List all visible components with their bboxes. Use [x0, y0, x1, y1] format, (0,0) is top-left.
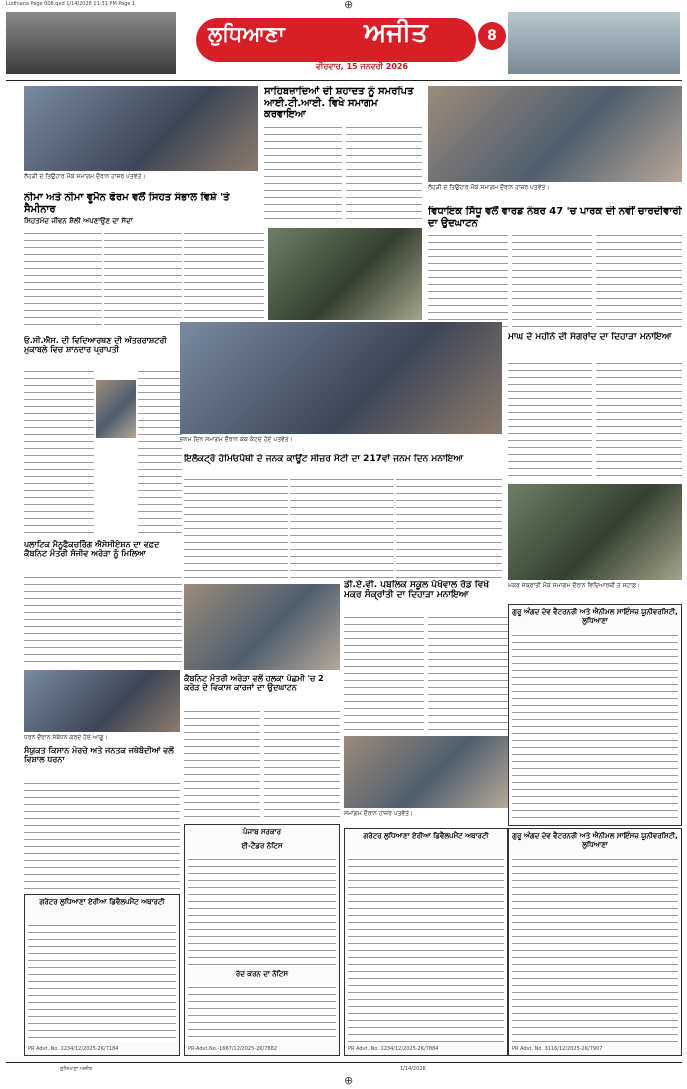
masthead-left-image — [6, 12, 176, 74]
ad-university-bottom-title: ਗੁਰੂ ਅੰਗਦ ਦੇਵ ਵੈਟਰਨਰੀ ਅਤੇ ਐਨੀਮਲ ਸਾਇੰਸਜ਼ ਯੂਨੀਵਰਸਿਟੀ, ਲੁਧਿਆਣਾ — [512, 832, 678, 849]
footer-rule — [6, 1062, 682, 1063]
ad-glada-right-title: ਗਰੇਟਰ ਲੁਧਿਆਣਾ ਏਰੀਆ ਡਿਵੈਲਪਮੈਂਟ ਅਥਾਰਟੀ — [363, 832, 489, 840]
ad-university-top-text — [512, 632, 678, 820]
headline-seminar: ਨੀਮਾ ਅਤੇ ਨੀਮਾ ਵੂਮੈਨ ਫੋਰਮ ਵਲੋਂ ਸਿਹਤ ਸੰਭਾਲ ਵਿਸ਼ੇ 'ਤੇ ਸੈਮੀਨਾਰ — [24, 192, 230, 215]
ad-university-bottom-text — [512, 856, 678, 1042]
text-dharna — [24, 780, 180, 890]
footer-right: 1/14/2026 — [400, 1066, 426, 1072]
page-number: 8 — [478, 22, 506, 50]
photo-top-left — [24, 86, 258, 171]
text-birthday-col3 — [396, 476, 502, 580]
caption-dharna: ਧਰਨੇ ਦੌਰਾਨ ਸੰਬੋਧਨ ਕਰਦੇ ਹੋਏ ਆਗੂ। — [24, 734, 108, 741]
ad-glada-right-ref: PR Advt. No. 1234/12/2025-2K/7884 — [348, 1046, 439, 1052]
photo-student — [96, 380, 136, 438]
ad-cancel-notice: ਰੱਦ ਕਰਨ ਦਾ ਨੋਟਿਸ — [235, 970, 289, 978]
footer-left: ਲੁਧਿਆਣਾ ਅਜੀਤ — [60, 1066, 93, 1072]
text-student-col1 — [24, 368, 94, 536]
headline-dharna: ਸੰਯੁਕਤ ਕਿਸਾਨ ਮੋਰਚੇ ਅਤੇ ਜਨਤਕ ਜਥੇਬੰਦੀਆਂ ਵਲੋਂ ਵਿਸ਼ਾਲ ਧਰਨਾ — [24, 746, 174, 765]
text-iti-col2 — [346, 124, 422, 222]
text-dav-col2 — [428, 614, 508, 732]
text-inauguration-col1 — [428, 232, 508, 328]
ad-glada-left-text — [28, 922, 176, 1042]
ad-eproc-notice: ਈ-ਟੈਂਡਰ ਨੋਟਿਸ — [241, 842, 283, 850]
page-slug: Ludhiana Page 008.qxd 1/14/2026 11:31 PM Page 1 — [6, 1, 136, 7]
headline-birthday: ਇਲੈਕਟ੍ਰੋ ਹੋਮਿਓਪੈਥੀ ਦੇ ਜਨਕ ਕਾਊਂਟ ਸੀਜ਼ਰ ਮੈਟੀ ਦਾ 217ਵਾਂ ਜਨਮ ਦਿਨ ਮਨਾਇਆ — [184, 454, 464, 464]
ad-cancel-text — [188, 984, 336, 1040]
text-seminar-col1 — [24, 230, 102, 330]
photo-wide-center — [180, 322, 502, 434]
ad-punjab-govt-text — [188, 856, 336, 966]
subhead-seminar: ਸਿਹਤਮੰਦ ਜੀਵਨ ਸ਼ੈਲੀ ਅਪਣਾਉਣ ਦਾ ਸੱਦਾ — [24, 217, 133, 225]
text-seminar-col2 — [104, 230, 182, 330]
headline-dav: ਡੀ.ਏ.ਵੀ. ਪਬਲਿਕ ਸਕੂਲ ਪੱਖੋਵਾਲ ਰੋਡ ਵਿਖੇ ਮਕਰ ਸੰਕ੍ਰਾਂਤੀ ਦਾ ਦਿਹਾੜਾ ਮਨਾਇਆ — [344, 580, 490, 601]
headline-student: ਓ.ਸੀ.ਐਸ. ਦੀ ਵਿਦਿਆਰਥਣ ਦੀ ਅੰਤਰਰਾਸ਼ਟਰੀ ਮੁਕਾਬਲੇ ਵਿਚ ਸ਼ਾਨਦਾਰ ਪ੍ਰਾਪਤੀ — [24, 336, 167, 355]
ad-punjab-govt-ref: PR-Advt.No.-1667/12/2025-2K/7882 — [188, 1046, 277, 1052]
ad-glada-left-title: ਗਰੇਟਰ ਲੁਧਿਆਣਾ ਏਰੀਆ ਡਿਵੈਲਪਮੈਂਟ ਅਥਾਰਟੀ — [39, 898, 165, 906]
masthead-title: ਲੁਧਿਆਣਾ — [208, 22, 285, 46]
text-minister-col2 — [264, 708, 340, 820]
text-minister-col1 — [184, 708, 260, 820]
registration-mark-top: ⊕ — [344, 0, 354, 11]
photo-dav — [508, 484, 682, 580]
ad-glada-left-ref: PR Advt. No. 1234/12/2025-2K/7184 — [28, 1046, 119, 1052]
photo-iti — [268, 228, 422, 320]
registration-mark-bottom: ⊕ — [344, 1074, 354, 1087]
caption-top-right: ਲੋਹੜੀ ਦੇ ਤਿਉਹਾਰ ਮੌਕੇ ਸਮਾਗਮ ਦੌਰਾਨ ਹਾਜ਼ਰ ਪਤਵੰਤੇ। — [428, 184, 550, 191]
headline-iti: ਸਾਹਿਬਜ਼ਾਦਿਆਂ ਦੀ ਸ਼ਹਾਦਤ ਨੂੰ ਸਮਰਪਿਤ ਆਈ.ਟੀ.ਆਈ. ਵਿਖੇ ਸਮਾਗਮ ਕਰਵਾਇਆ — [264, 86, 414, 120]
text-student-col2 — [138, 368, 182, 536]
text-iti-col1 — [264, 124, 342, 222]
headline-fair: ਪਲਾਟਿਕ ਮੈਨੂਫੈਕਚਰਿੰਗ ਐਸੋਸੀਏਸ਼ਨ ਦਾ ਵਫ਼ਦ ਕੈਬਨਿਟ ਮੰਤਰੀ ਸੰਜੀਵ ਅਰੋੜਾ ਨੂੰ ਮਿਲਿਆ — [24, 540, 160, 559]
caption-bottom-center: ਸਮਾਗਮ ਦੌਰਾਨ ਹਾਜ਼ਰ ਪਤਵੰਤੇ। — [344, 810, 414, 817]
headline-inauguration: ਵਿਧਾਇਕ ਸਿੱਧੂ ਵਲੋਂ ਵਾਰਡ ਨੰਬਰ 47 'ਚ ਪਾਰਕ ਦੀ ਨਵੀਂ ਚਾਰਦੀਵਾਰੀ ਦਾ ਉਦਘਾਟਨ — [428, 206, 682, 228]
masthead-right-image — [508, 12, 680, 74]
masthead-date: ਵੀਰਵਾਰ, 15 ਜਨਵਰੀ 2026 — [316, 62, 409, 71]
ad-university-bottom-ref: PR Advt. No. 3116/12/2025-2K/7907 — [512, 1046, 603, 1052]
photo-dharna — [24, 670, 180, 732]
text-fair — [24, 574, 182, 666]
headline-minister: ਕੈਬਨਿਟ ਮੰਤਰੀ ਅਰੋੜਾ ਵਲੋਂ ਹਲਕਾ ਪੱਛਮੀ 'ਚ 2 ਕਰੋੜ ਦੇ ਵਿਕਾਸ ਕਾਰਜਾਂ ਦਾ ਉਦਘਾਟਨ — [184, 674, 324, 693]
caption-wide-center: ਜਨਮ ਦਿਨ ਸਮਾਗਮ ਦੌਰਾਨ ਕੇਕ ਕੱਟਦੇ ਹੋਏ ਪਤਵੰਤੇ। — [180, 436, 293, 443]
ad-university-top-title: ਗੁਰੂ ਅੰਗਦ ਦੇਵ ਵੈਟਰਨਰੀ ਅਤੇ ਐਨੀਮਲ ਸਾਇੰਸਜ਼ ਯੂਨੀਵਰਸਿਟੀ, ਲੁਧਿਆਣਾ — [512, 608, 678, 625]
text-birthday-col1 — [184, 476, 288, 580]
ad-glada-right-text — [348, 856, 504, 1042]
caption-dav: ਮਕਰ ਸੰਕ੍ਰਾਂਤੀ ਮੌਕੇ ਸਮਾਗਮ ਦੌਰਾਨ ਵਿਦਿਆਰਥੀ ਤੇ ਸਟਾਫ਼। — [508, 582, 641, 589]
masthead-brand: ਅਜੀਤ — [364, 18, 428, 48]
text-inauguration-col2 — [512, 232, 592, 328]
ad-punjab-govt-title: ਪੰਜਾਬ ਸਰਕਾਰ — [242, 828, 281, 836]
text-magh-col2 — [596, 360, 682, 480]
photo-minister — [184, 584, 340, 670]
text-inauguration-col3 — [596, 232, 682, 328]
text-dav-col1 — [344, 614, 424, 732]
caption-top-left: ਲੋਹੜੀ ਦੇ ਤਿਉਹਾਰ ਮੌਕੇ ਸਮਾਗਮ ਦੌਰਾਨ ਹਾਜ਼ਰ ਪਤਵੰਤੇ। — [24, 173, 146, 180]
headline-magh: ਮਾਘ ਦੇ ਮਹੀਨੇ ਦੀ ਸੰਗਰਾਂਦ ਦਾ ਦਿਹਾੜਾ ਮਨਾਇਆ — [508, 332, 672, 342]
masthead-rule — [6, 80, 682, 81]
text-birthday-col2 — [290, 476, 394, 580]
text-seminar-col3 — [184, 230, 264, 330]
photo-bottom-center — [344, 736, 508, 808]
photo-top-right — [428, 86, 682, 182]
text-magh-col1 — [508, 360, 592, 480]
